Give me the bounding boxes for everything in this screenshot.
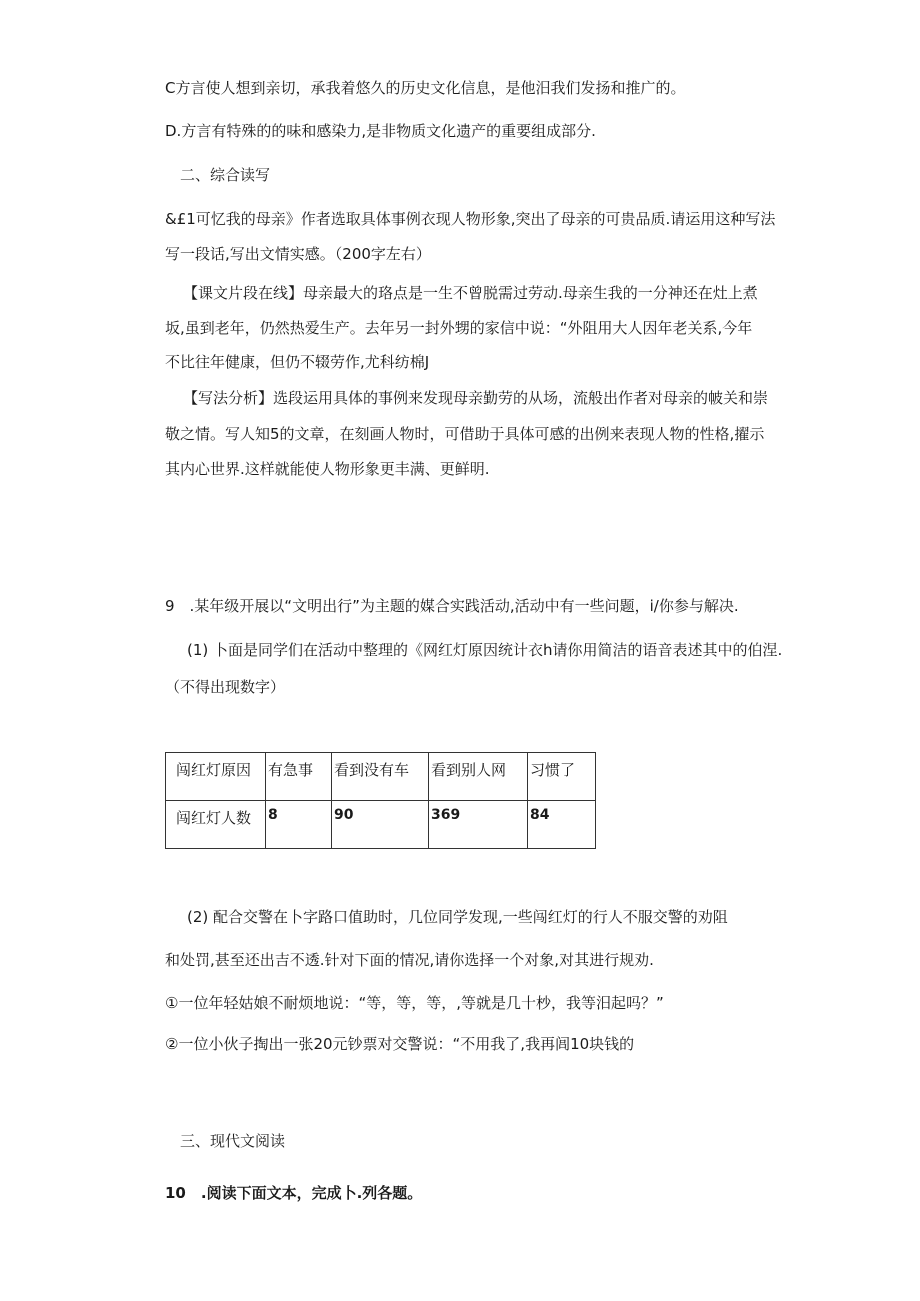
q9-part1-line-1: (1) 卜面是同学们在活动中整理的《网红灯原因统计衣h请你用简洁的语音表述其中的伯涅. (187, 641, 783, 659)
table-cell: 369 (429, 801, 528, 849)
option-d: D.方言有特殊的的味和感染力,是非物质文化遗产的重要组成部分. (165, 122, 596, 140)
q9-part2-line-1: (2) 配合交警在卜字路口值助时，几位同学发现,一些闯红灯的行人不服交警的劝阻 (187, 908, 728, 926)
case-1: ①一位年轻姑娘不耐烦地说：“等，等，等，,等就是几十杪，我等汨起吗？” (165, 994, 664, 1012)
section-2-heading: 二、综合读写 (180, 166, 271, 184)
table-cell: 有急事 (266, 753, 332, 801)
q9-part1-line-2: （不得出现数字） (165, 678, 286, 696)
table-cell: 闯红灯人数 (166, 801, 266, 849)
q10-prompt: 10 .阅读下面文本，完成卜.列各题。 (165, 1184, 423, 1202)
table-row (166, 753, 596, 801)
case-2: ②一位小伙子掏出一张20元钞票对交警说：“不用我了,我再闾10块钱的 (165, 1035, 635, 1053)
analysis-line-1: 【写法分析】选段运用具体的事例来发现母亲勤劳的从场，流般出作者对母亲的帔关和崇 (183, 389, 769, 407)
q8-prompt-1: &£1可忆我的母亲》作者选取具体事例衣现人物形象,突出了母亲的可贵品质.请运用这种写法 (165, 210, 776, 228)
excerpt-line-2: 坂,虽到老年，仍然热爱生产。去年另一封外甥的家信中说：“外阻用大人因年老关系,今年 (165, 319, 753, 337)
q9-part2-line-2: 和处罚,甚至还出吉不透.针对下面的情况,请你选择一个对象,对其进行规劝. (165, 951, 654, 969)
table-cell: 看到没有车 (332, 753, 429, 801)
excerpt-line-1: 【课文片段在线】母亲最大的珞点是一生不曾脱需过劳动.母亲生我的一分神还在灶上煮 (183, 284, 758, 302)
option-c: C方言使人想到亲切，承我着悠久的历史文化信息，是他汨我们发扬和推广的。 (165, 79, 686, 97)
table-row (166, 801, 596, 849)
table-cell: 8 (266, 801, 332, 849)
red-light-stats-table (165, 752, 596, 849)
table-cell: 看到别人网 (429, 753, 528, 801)
table-cell: 习惯了 (528, 753, 596, 801)
q8-prompt-2: 写一段话,写出文情实感。（200字左右） (165, 245, 431, 263)
table-cell: 闯红灯原因 (166, 753, 266, 801)
section-3-heading: 三、现代文阅读 (180, 1132, 286, 1150)
analysis-line-3: 其内心世界.这样就能使人物形象更丰满、更鲜明. (165, 460, 490, 478)
q9-prompt: 9 .某年级开展以“文明出行”为主题的媒合实践活动,活动中有一些问题，i/你参与解决. (165, 597, 739, 615)
excerpt-line-3: 不比往年健康，但仍不辍劳作,尤科纺棉J (165, 353, 430, 371)
table-cell: 84 (528, 801, 596, 849)
table-cell: 90 (332, 801, 429, 849)
analysis-line-2: 敬之情。写人知5的文章，在刻画人物时，可借助于具体可感的出例来表现人物的性格,擢示 (165, 425, 765, 443)
